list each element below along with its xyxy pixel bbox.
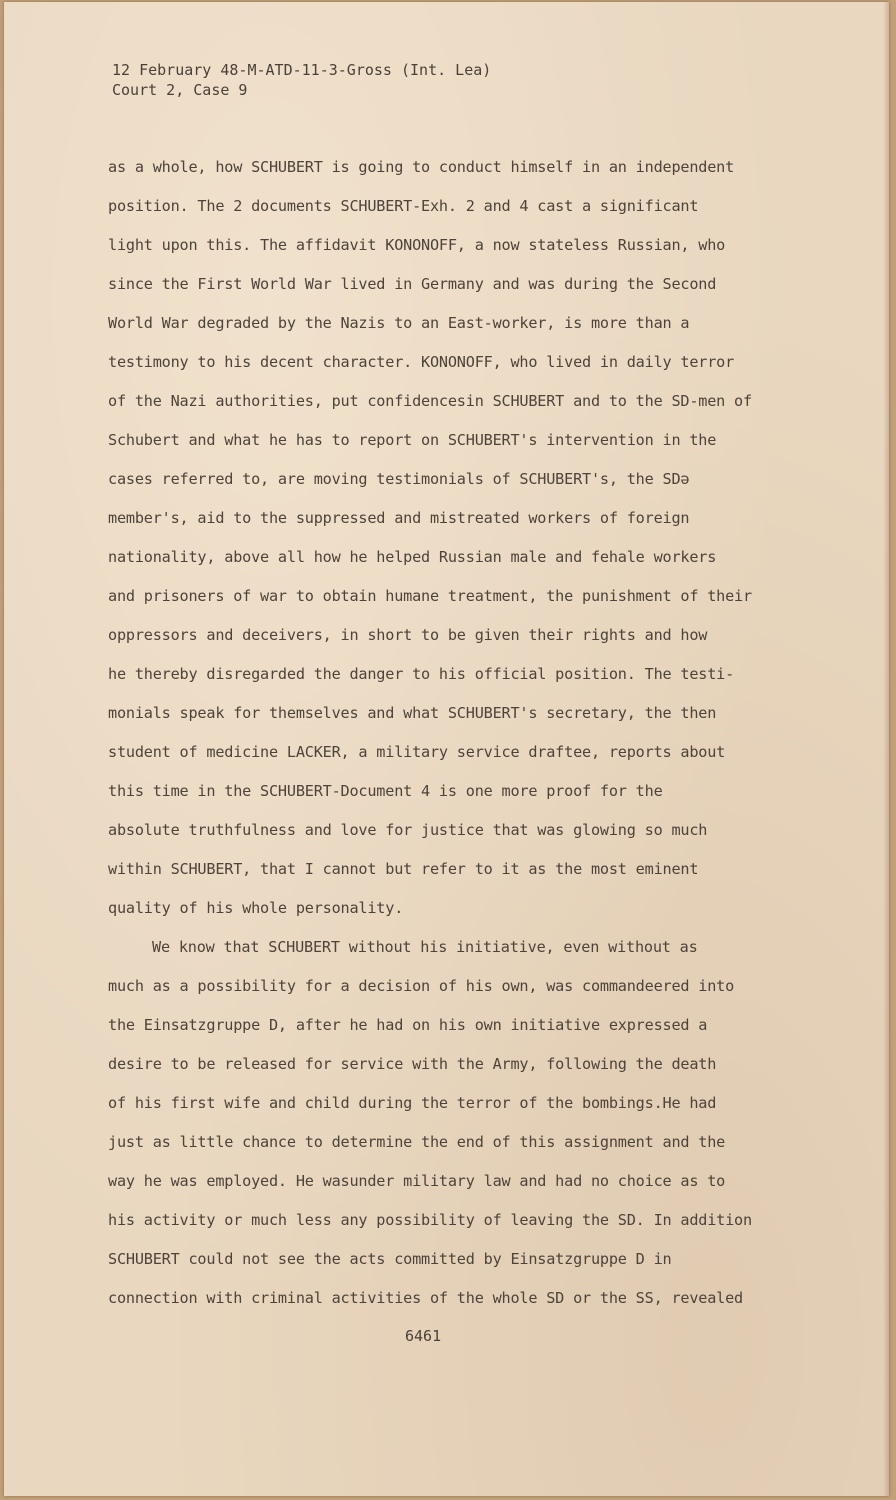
text-line: way he was employed. He wasunder military law and had no choice as to <box>108 1172 726 1190</box>
text-line: he thereby disregarded the danger to his official position. The testi- <box>108 665 735 683</box>
text-line: nationality, above all how he helped Russian male and fehale workers <box>108 548 717 566</box>
text-line: cases referred to, are moving testimonials of SCHUBERT's, the SDə <box>108 470 690 488</box>
text-line: desire to be released for service with the Army, following the death <box>108 1055 717 1073</box>
text-line: much as a possibility for a decision of his own, was commandeered into <box>108 977 735 995</box>
text-line: absolute truthfulness and love for justice that was glowing so much <box>108 821 708 839</box>
text-line: connection with criminal activities of the whole SD or the SS, revealed <box>108 1289 743 1307</box>
text-line: his activity or much less any possibility of leaving the SD. In addition <box>108 1211 752 1229</box>
text-line: member's, aid to the suppressed and mistreated workers of foreign <box>108 509 690 527</box>
text-line: within SCHUBERT, that I cannot but refer to it as the most eminent <box>108 860 699 878</box>
text-line: quality of his whole personality. <box>108 899 404 917</box>
document-header <box>112 60 491 100</box>
text-line: oppressors and deceivers, in short to be given their rights and how <box>108 626 708 644</box>
document-body <box>108 154 818 1324</box>
header-line-date-reference: 12 February 48-M-ATD-11-3-Gross (Int. Lea) <box>112 61 492 79</box>
text-line: World War degraded by the Nazis to an East-worker, is more than a <box>108 314 690 332</box>
text-line: as a whole, how SCHUBERT is going to conduct himself in an independent <box>108 158 735 176</box>
text-line: SCHUBERT could not see the acts committed by Einsatzgruppe D in <box>108 1250 672 1268</box>
text-line: testimony to his decent character. KONONOFF, who lived in daily terror <box>108 353 735 371</box>
text-line: position. The 2 documents SCHUBERT-Exh. 2 and 4 cast a significant <box>108 197 699 215</box>
paragraph-start-line: We know that SCHUBERT without his initiative, even without as <box>152 938 698 956</box>
text-line: Schubert and what he has to report on SCHUBERT's intervention in the <box>108 431 717 449</box>
text-line: since the First World War lived in Germany and was during the Second <box>108 275 717 293</box>
text-line: of the Nazi authorities, put confidencesin SCHUBERT and to the SD-men of <box>108 392 752 410</box>
text-line: and prisoners of war to obtain humane treatment, the punishment of their <box>108 587 752 605</box>
text-line: light upon this. The affidavit KONONOFF, a now stateless Russian, who <box>108 236 726 254</box>
text-line: of his first wife and child during the terror of the bombings.He had <box>108 1094 717 1112</box>
text-line: just as little chance to determine the end of this assignment and the <box>108 1133 726 1151</box>
text-line: the Einsatzgruppe D, after he had on his own initiative expressed a <box>108 1016 708 1034</box>
text-line: student of medicine LACKER, a military service draftee, reports about <box>108 743 726 761</box>
page-edge-shadow <box>883 2 889 1496</box>
text-line: monials speak for themselves and what SCHUBERT's secretary, the then <box>108 704 717 722</box>
document-page <box>4 2 889 1496</box>
page-number: 6461 <box>405 1327 442 1345</box>
text-line: this time in the SCHUBERT-Document 4 is one more proof for the <box>108 782 663 800</box>
header-line-court-case: Court 2, Case 9 <box>112 81 248 99</box>
